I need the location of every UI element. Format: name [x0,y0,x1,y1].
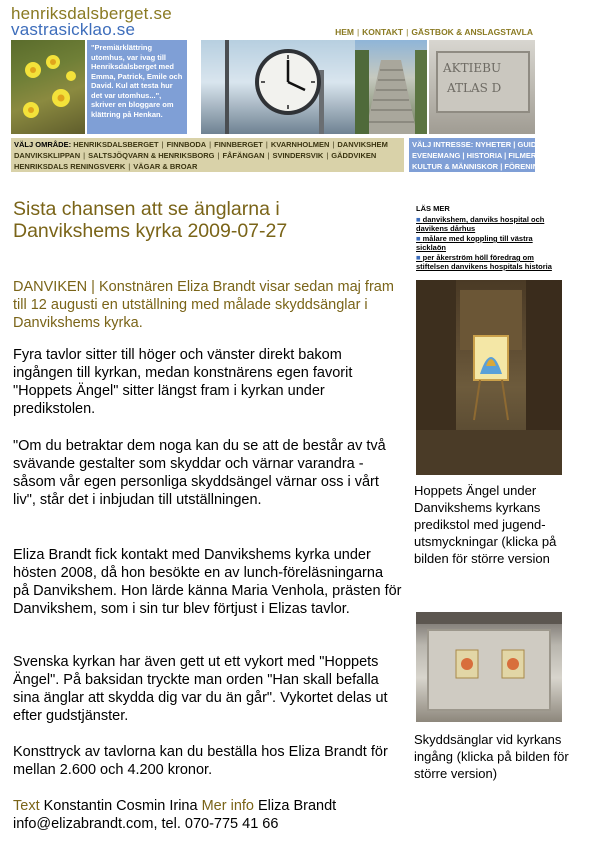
banner-quote[interactable]: "Premiärklättring utomhus, var ivag till Henriksdalsberget med Emma, Patrick, Emile och David. Kul att testa hur det var utomhus...", skriver en bloggare om klättring på Henkan. [87,40,187,134]
interest-historia[interactable]: HISTORIA [466,151,503,160]
interest-nyheter[interactable]: NYHETER [475,140,512,149]
interest-evenemang[interactable]: EVENEMANG [412,151,461,160]
read-more-box [416,204,556,272]
area-nav [11,138,404,172]
area-reningsverk[interactable]: HENRIKSDALS RENINGSVERK [14,162,126,171]
read-more-link[interactable] [416,234,556,252]
top-nav [335,27,533,37]
read-more-link-label: danvikshem, danviks hospital och davikens dårhus [416,215,545,233]
area-separator: | [83,151,86,160]
area-saltsjoqvarn[interactable]: SALTSJÖQVARN & HENRIKSBORG [88,151,215,160]
area-vagar-broar[interactable]: VÄGAR & BROAR [133,162,198,171]
nav-separator: | [356,27,360,37]
credit-info: Eliza Brandt info@elizabrandt.com, tel. 070-775 41 66 [13,798,337,832]
article-paragraph: Svenska kyrkan har även gett ut ett vykort med "Hoppets Ängel". På baksidan tryckte man orden "Han skall befalla sina änglar att skydda dig var du än går". Vykortet delas ut efter gudstjänster. [13,654,388,724]
flowers-photo[interactable] [11,40,85,134]
svg-text:ATLAS D: ATLAS D [447,81,502,95]
bullet-icon: ■ [416,215,423,224]
area-svindersvik[interactable]: SVINDERSVIK [272,151,324,160]
area-separator: | [217,151,220,160]
nav-gastbok[interactable]: GÄSTBOK & ANSLAGSTAVLA [411,27,533,37]
credit-author: Konstantin Cosmin Irina [43,798,198,814]
area-separator: | [265,140,268,149]
stairs-photo[interactable] [355,40,427,134]
stone-inscription-photo[interactable] [429,40,535,134]
article-title: Sista chansen att se änglarna i Danvikshems kyrka 2009-07-27 [13,198,288,242]
article-paragraph: "Om du betraktar dem noga kan du se att de består av två svävande gestalter som skyddar och värnar varandra - såsom vår egen personliga skyddsängel värnar oss i vårt liv", står det i inbjudan till utställningen. [13,438,386,508]
article-lede: DANVIKEN | Konstnären Eliza Brandt visar sedan maj fram till 12 augusti en utställning med målade skyddsänglar i Danvikshems kyrka. [13,279,394,331]
area-separator: | [209,140,212,149]
read-more-link[interactable] [416,253,556,271]
article-paragraph: Konsttryck av tavlorna kan du beställa hos Eliza Brandt för mellan 2.600 och 4.200 kronor. [13,744,388,778]
area-henriksdalsberget[interactable]: HENRIKSDALSBERGET [73,140,159,149]
read-more-link[interactable] [416,215,556,233]
article-credits [13,797,403,833]
credit-text-label: Text [13,798,40,814]
area-gaddviken[interactable]: GÄDDVIKEN [331,151,377,160]
area-finnboda[interactable]: FINNBODA [166,140,207,149]
nav-kontakt[interactable]: KONTAKT [362,27,404,37]
area-fafangan[interactable]: FÅFÄNGAN [222,151,265,160]
bullet-icon: ■ [416,234,423,243]
clock-photo[interactable] [201,40,361,134]
interest-nav: VÄLJ INTRESSE: NYHETER | GUIDE EVENEMANG | HISTORIA | FILMER KULTUR & MÄNNISKOR | FÖRENINGAR [409,138,535,172]
skyddsanglar-photo[interactable] [416,612,562,722]
banner-strip [11,40,535,134]
interest-guide[interactable]: GUIDE [517,140,542,149]
interest-foreningar[interactable]: FÖRENINGAR [504,162,555,171]
logo-vastrasicklao[interactable]: vastrasicklao.se [11,20,136,39]
nav-separator: | [406,27,409,37]
photo-caption-2: Skyddsänglar vid kyrkans ingång (klicka på bilden för större version) [414,732,569,781]
area-kvarnholmen[interactable]: KVARNHOLMEN [270,140,330,149]
area-danviksklippan[interactable]: DANVIKSKLIPPAN [14,151,81,160]
area-separator: | [267,151,270,160]
interest-filmer[interactable]: FILMER [508,151,537,160]
read-more-link-label: målare med koppling till västra sicklaön [416,234,533,252]
read-more-link-label: per åkerström höll föredrag om stiftelsen danvikens hospitals historia [416,253,552,271]
svg-text:AKTIEBU: AKTIEBU [443,61,502,75]
credit-info-label: Mer info [201,798,254,814]
photo-caption-1: Hoppets Ängel under Danvikshems kyrkans predikstol med jugend-utsmyckningar (klicka på bilden för större version [414,483,557,566]
article-paragraph: Eliza Brandt fick kontakt med Danvikshems kyrka under hösten 2008, då hon besökte en av lunch-föreläsningarna på Danvikshem. Hon lärde känna Maria Venhola, prästen för Danvikshem, som i sin tur blev förtjust i Elizas tavlor. [13,547,402,617]
area-nav-label: VÄLJ OMRÅDE: [14,140,72,149]
site-logo[interactable] [11,6,172,38]
hoppets-angel-photo[interactable] [416,280,562,475]
interest-kultur[interactable]: KULTUR & MÄNNISKOR [412,162,499,171]
area-danvikshem[interactable]: DANVIKSHEM [337,140,388,149]
bullet-icon: ■ [416,253,423,262]
nav-hem[interactable]: HEM [335,27,354,37]
logo-henriksdalsberget[interactable]: henriksdalsberget.se [11,4,172,23]
read-more-heading: LÄS MER [416,204,450,213]
area-finnberget[interactable]: FINNBERGET [214,140,263,149]
article-paragraph: Fyra tavlor sitter till höger och vänster direkt bakom ingången till kyrkan, medan konstnärens egen favorit "Hoppets Ängel" sitter längst fram i kyrkan under predikstolen. [13,347,353,417]
interest-nav-label: VÄLJ INTRESSE: [412,140,474,149]
area-separator: | [332,140,335,149]
area-separator: | [326,151,329,160]
area-separator: | [128,162,131,171]
area-separator: | [161,140,164,149]
